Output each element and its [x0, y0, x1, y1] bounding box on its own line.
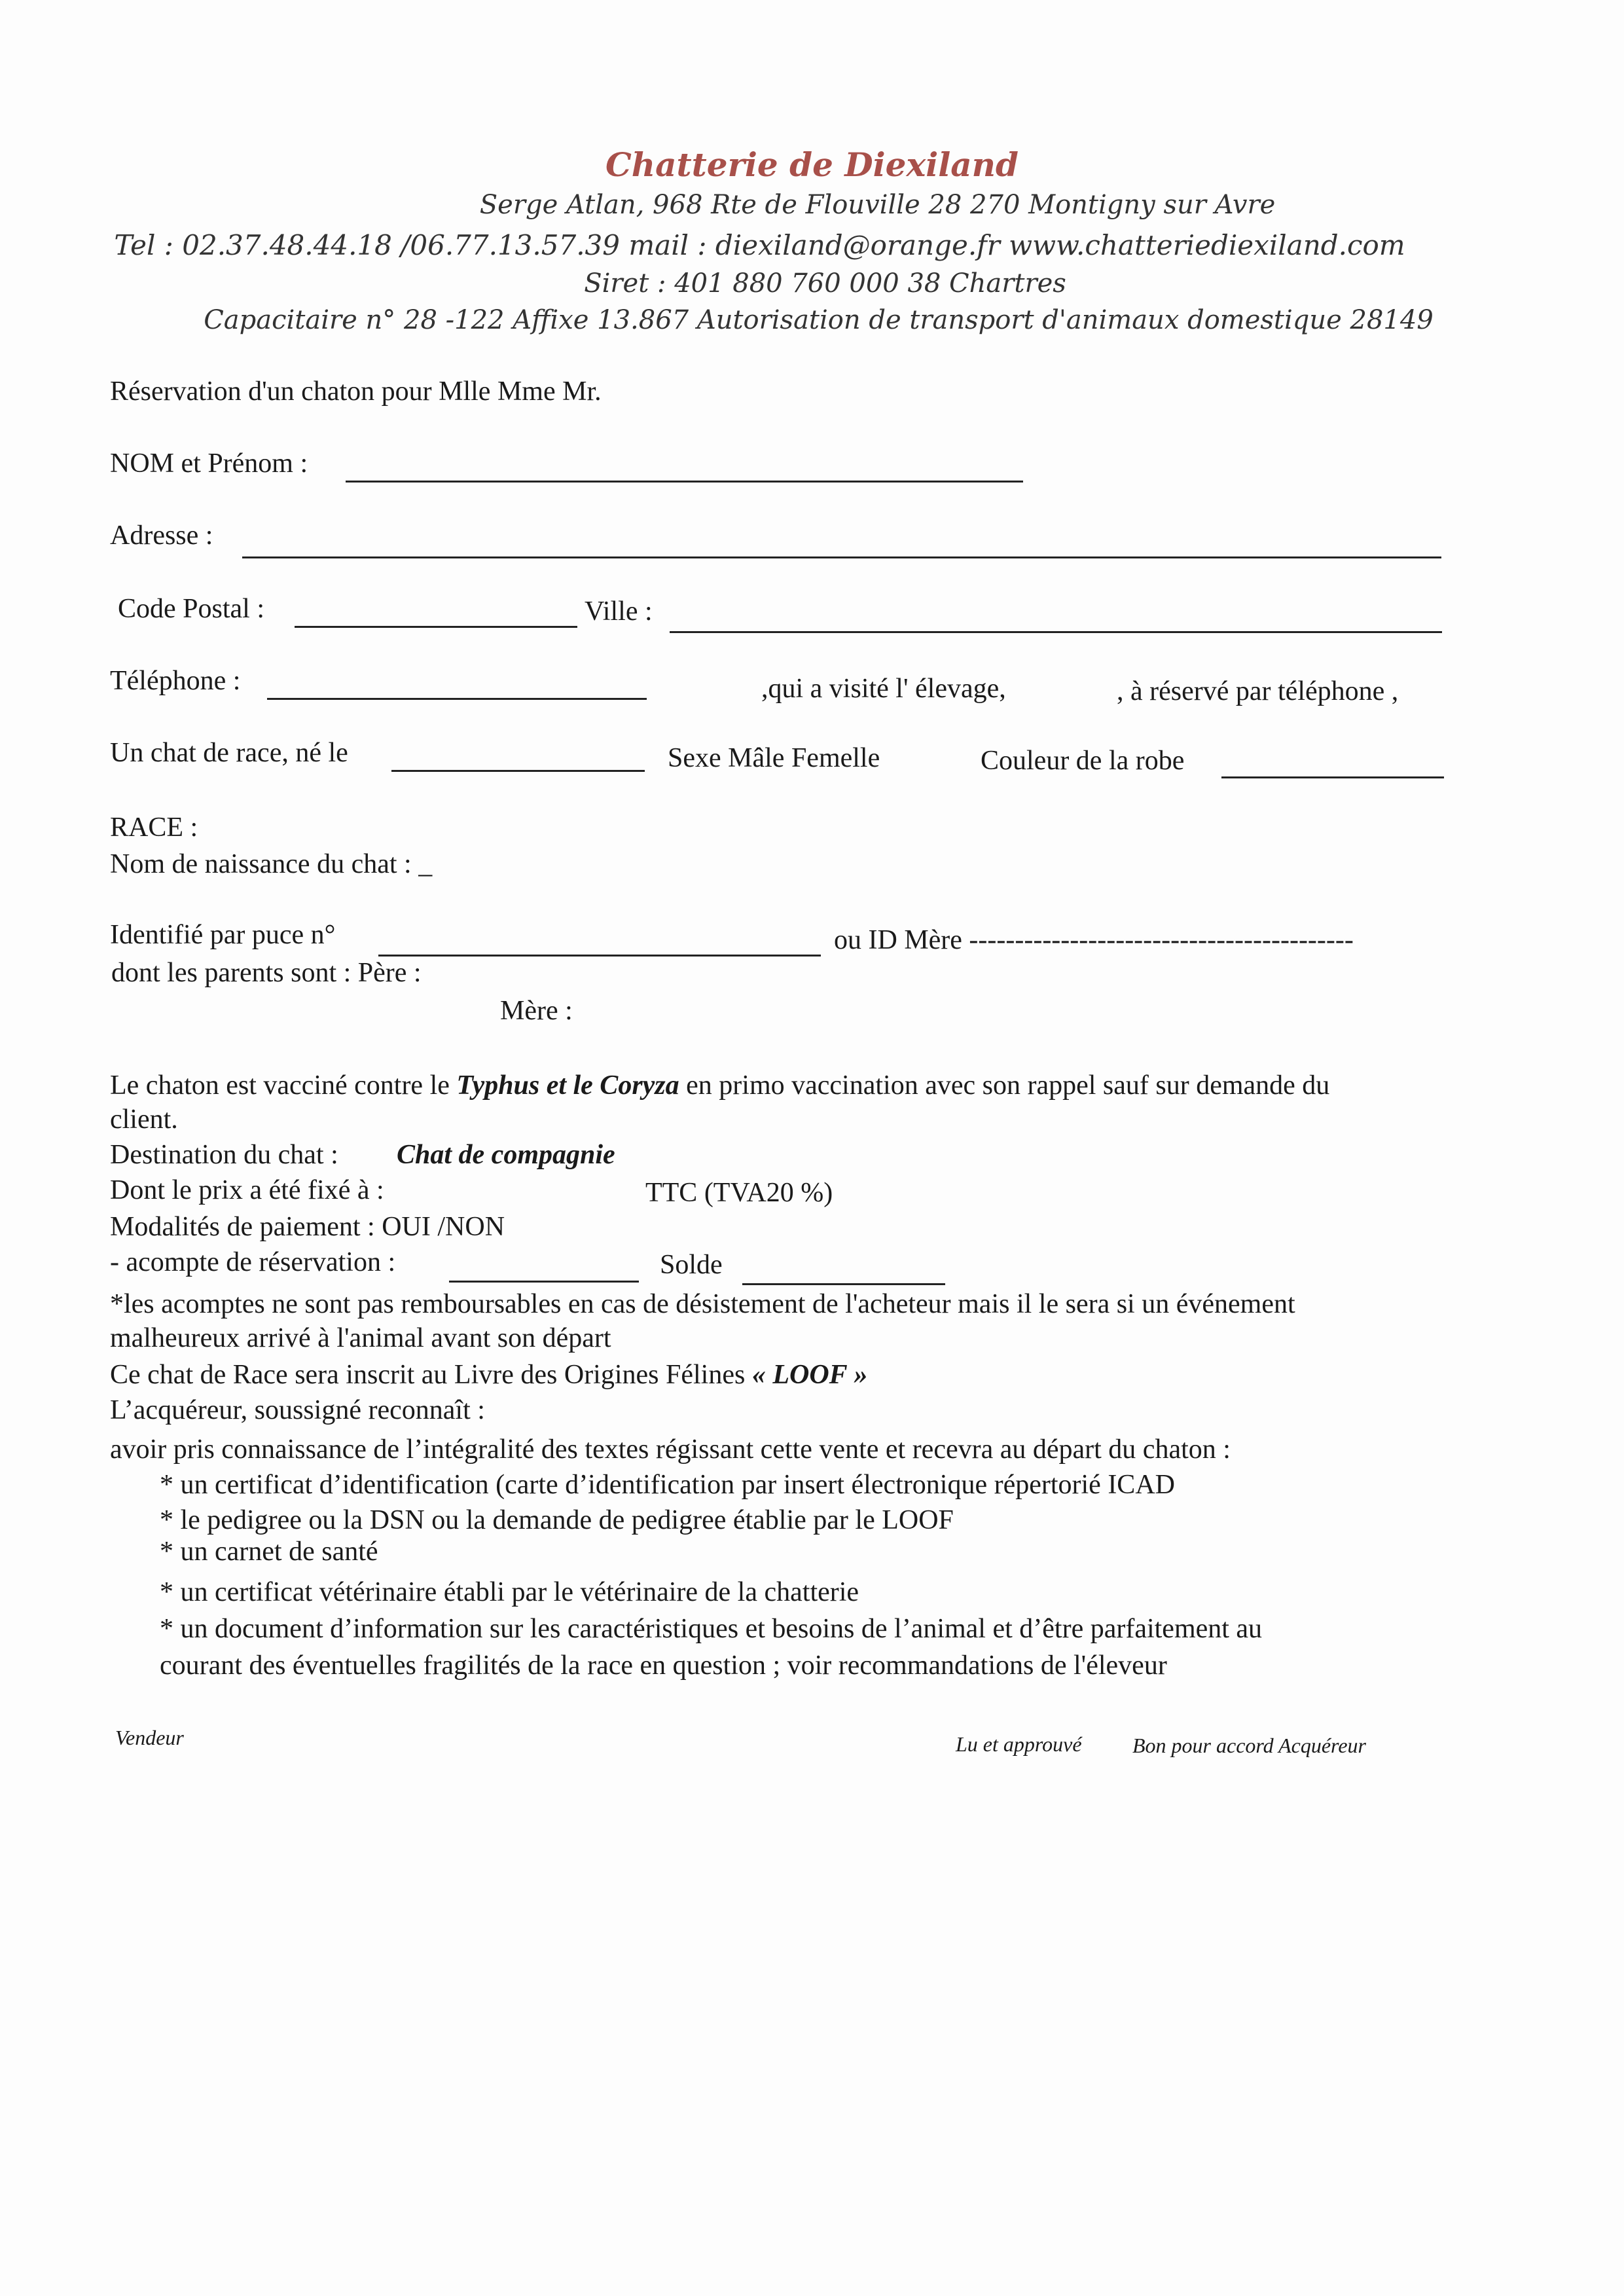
nom-label: NOM et Prénom : — [110, 448, 308, 479]
ttc-text: TTC (TVA20 %) — [645, 1178, 833, 1208]
acomptes-note-2: malheureux arrivé à l'animal avant son départ — [110, 1323, 611, 1353]
chat-race-label: Un chat de race, né le — [110, 738, 348, 768]
header-capacitaire: Capacitaire n° 28 -122 Affixe 13.867 Autorisation de transport d'animaux domestique 28149 — [204, 305, 1434, 335]
loof-text: Ce chat de Race sera inscrit au Livre des Origines Félines — [110, 1360, 746, 1390]
loof-line — [110, 1359, 867, 1391]
document-title: Chatterie de Diexiland — [605, 145, 1019, 184]
list-item-certificat-identification: * un certificat d’identification (carte d’identification par insert électronique répertorié ICAD — [160, 1470, 1175, 1500]
vaccin-text-3: client. — [110, 1104, 178, 1135]
identifie-label: Identifié par puce n° — [110, 920, 336, 950]
prix-label: Dont le prix a été fixé à : — [110, 1175, 384, 1205]
loof-bold: « LOOF » — [751, 1360, 868, 1390]
list-item-carnet-sante: * un carnet de santé — [160, 1537, 378, 1567]
solde-label: Solde — [660, 1250, 723, 1280]
code-postal-field-line[interactable] — [295, 626, 577, 628]
telephone-label: Téléphone : — [110, 666, 241, 696]
visite-text: ,qui a visité l' élevage, — [761, 674, 1006, 704]
acquereur-text: L’acquéreur, soussigné reconnaît : — [110, 1395, 485, 1425]
id-mere-label: ou ID Mère ------------------------------------------ — [834, 925, 1354, 955]
list-item-courant-fragilites: courant des éventuelles fragilités de la race en question ; voir recommandations de l'éleveur — [160, 1650, 1167, 1681]
header-contact: Tel : 02.37.48.44.18 /06.77.13.57.39 mail : diexiland@orange.fr www.chatteriediexiland.com — [114, 229, 1405, 261]
acomptes-note-1: *les acomptes ne sont pas remboursables en cas de désistement de l'acheteur mais il le sera si un événement — [110, 1289, 1295, 1319]
list-item-document-information: * un document d’information sur les caractéristiques et besoins de l’animal et d’être parfaitement au — [160, 1614, 1263, 1644]
mere-label: Mère : — [500, 996, 573, 1026]
couleur-label: Couleur de la robe — [981, 746, 1185, 776]
header-siret: Siret : 401 880 760 000 38 Chartres — [584, 268, 1066, 299]
adresse-field-line[interactable] — [242, 556, 1441, 558]
list-item-pedigree: * le pedigree ou la DSN ou la demande de pedigree établie par le LOOF — [160, 1505, 954, 1535]
connaissance-text: avoir pris connaissance de l’intégralité des textes régissant cette vente et recevra au départ du chaton : — [110, 1434, 1231, 1465]
acompte-label: - acompte de réservation : — [110, 1247, 396, 1277]
destination-value: Chat de compagnie — [397, 1140, 615, 1170]
nom-field-line[interactable] — [346, 481, 1023, 483]
vaccin-text-2: en primo vaccination avec son rappel sauf sur demande du — [686, 1070, 1330, 1101]
reservation-line: Réservation d'un chaton pour Mlle Mme Mr. — [110, 376, 602, 407]
lu-approuve-label: Lu et approuvé — [956, 1732, 1082, 1756]
vaccin-line — [110, 1070, 1329, 1101]
nom-naissance-label: Nom de naissance du chat : _ — [110, 849, 433, 879]
destination-label: Destination du chat : — [110, 1140, 338, 1170]
header-address: Serge Atlan, 968 Rte de Flouville 28 270 Montigny sur Avre — [479, 190, 1276, 220]
acompte-field-line[interactable] — [449, 1281, 639, 1283]
reserve-tel-text: , à réservé par téléphone , — [1117, 676, 1399, 706]
ville-label: Ville : — [585, 596, 653, 627]
vendeur-label: Vendeur — [115, 1726, 184, 1749]
list-item-certificat-veterinaire: * un certificat vétérinaire établi par le vétérinaire de la chatterie — [160, 1577, 859, 1607]
vaccin-text-1: Le chaton est vacciné contre le — [110, 1070, 450, 1101]
race-label: RACE : — [110, 812, 198, 843]
code-postal-label: Code Postal : — [118, 594, 265, 624]
sexe-text: Sexe Mâle Femelle — [668, 743, 880, 773]
solde-field-line[interactable] — [742, 1283, 945, 1285]
date-naissance-field-line[interactable] — [391, 770, 645, 772]
bon-accord-label: Bon pour accord Acquéreur — [1132, 1734, 1366, 1757]
adresse-label: Adresse : — [110, 520, 213, 551]
parents-label: dont les parents sont : Père : — [111, 958, 422, 988]
couleur-field-line[interactable] — [1221, 776, 1444, 778]
vaccin-bold: Typhus et le Coryza — [456, 1070, 679, 1101]
puce-field-line[interactable] — [378, 955, 821, 957]
telephone-field-line[interactable] — [267, 698, 647, 700]
ville-field-line[interactable] — [670, 631, 1442, 633]
modalites-text: Modalités de paiement : OUI /NON — [110, 1212, 505, 1242]
